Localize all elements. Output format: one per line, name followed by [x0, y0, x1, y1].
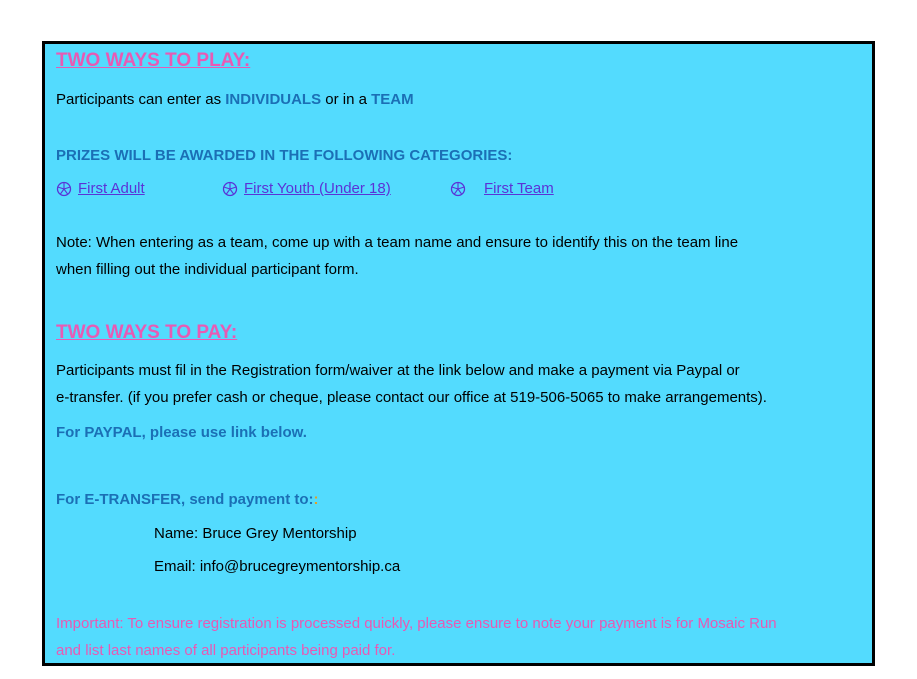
play-intro: [56, 91, 414, 108]
first-team-link[interactable]: First Team: [484, 180, 554, 197]
pay-line-2: e-transfer. (if you prefer cash or cheque, please contact our office at 519-506-5065 to make arrangements).: [56, 389, 767, 406]
important-line-2: and list last names of all participants being paid for.: [56, 642, 396, 659]
individuals-label: INDIVIDUALS: [225, 91, 322, 108]
info-panel: [42, 41, 875, 666]
paypal-line: For PAYPAL, please use link below.: [56, 424, 307, 441]
swirl-icon: [450, 181, 466, 197]
swirl-icon: [56, 181, 72, 197]
team-label: TEAM: [371, 91, 414, 108]
etransfer-line: [56, 491, 319, 508]
recipient-name: Name: Bruce Grey Mentorship: [154, 525, 357, 542]
intro-prefix: Participants can enter as: [56, 91, 226, 108]
etransfer-colon: :: [313, 491, 319, 508]
pay-line-1: Participants must fil in the Registration form/waiver at the link below and make a payment via Paypal or: [56, 362, 740, 379]
intro-mid: or in a: [321, 91, 372, 108]
pay-heading: TWO WAYS TO PAY:: [56, 322, 238, 343]
category-first-adult[interactable]: [56, 180, 145, 197]
first-youth-link[interactable]: First Youth (Under 18): [244, 180, 391, 197]
important-line-1: Important: To ensure registration is processed quickly, please ensure to note your payment is for Mosaic Run: [56, 615, 777, 632]
first-adult-link[interactable]: First Adult: [78, 180, 145, 197]
category-first-youth[interactable]: [222, 180, 391, 197]
note-line-1: Note: When entering as a team, come up with a team name and ensure to identify this on the team line: [56, 234, 739, 251]
swirl-icon: [222, 181, 238, 197]
prizes-heading: PRIZES WILL BE AWARDED IN THE FOLLOWING CATEGORIES:: [56, 147, 513, 164]
etransfer-label: For E-TRANSFER, send payment to:: [56, 491, 314, 508]
note-line-2: when filling out the individual participant form.: [56, 261, 359, 278]
play-heading: TWO WAYS TO PLAY:: [56, 50, 251, 71]
recipient-email: Email: info@brucegreymentorship.ca: [154, 558, 401, 575]
category-first-team[interactable]: [450, 180, 554, 197]
